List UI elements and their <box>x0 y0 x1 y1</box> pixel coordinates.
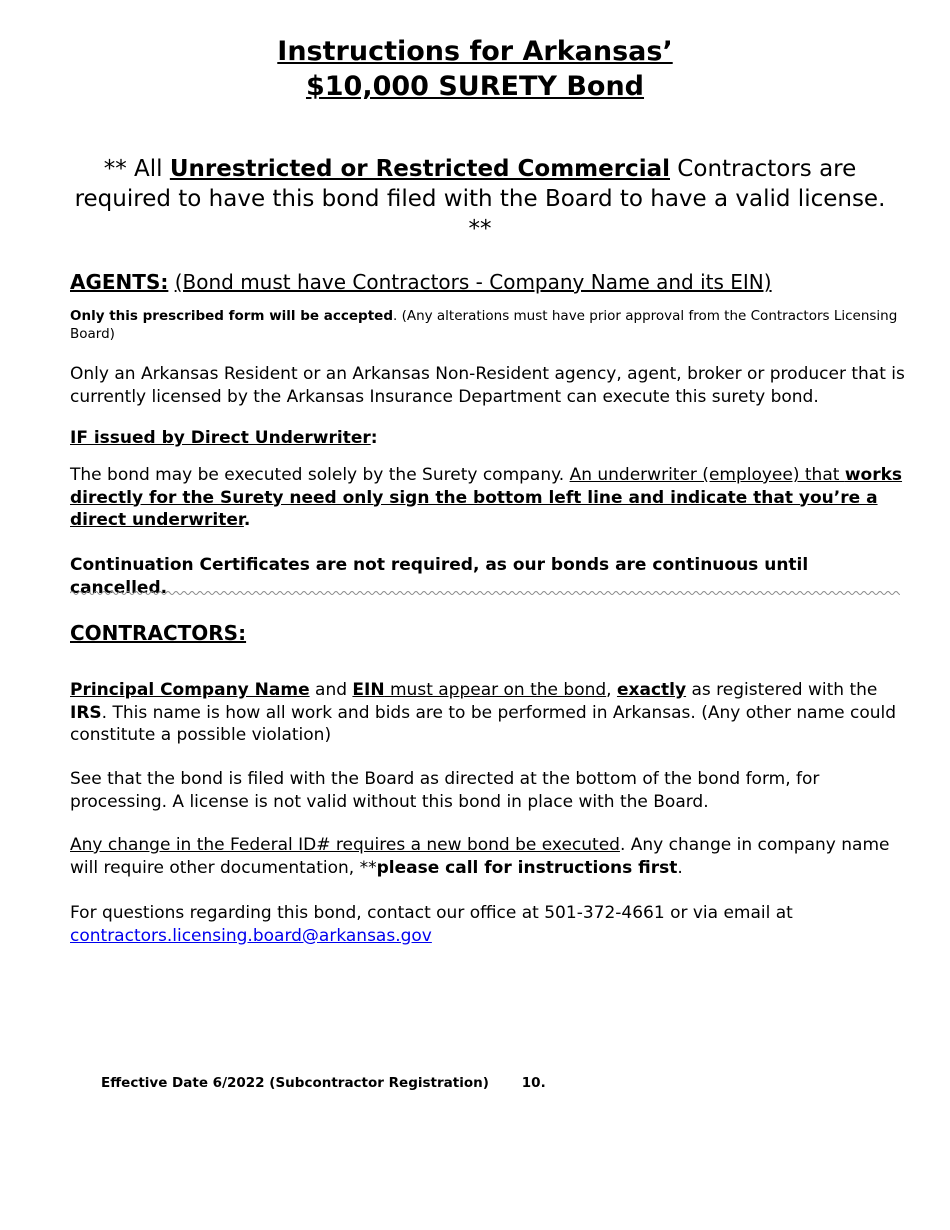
contractors-heading: CONTRACTORS: <box>70 621 247 645</box>
continuation-note: Continuation Certificates are not required, as our bonds are continuous until cancelled. <box>70 555 809 598</box>
page-number: 10. <box>521 1075 546 1091</box>
direct-underwriter-text: The bond may be executed solely by the Surety company. An underwriter (employee) that works directly for the Surety need only sign the bottom left line and indicate that you’re a direct underwriter. <box>70 465 903 530</box>
title-line-2: $10,000 SURETY Bond <box>305 71 645 102</box>
agents-heading: AGENTS: (Bond must have Contractors - Company Name and its EIN) <box>70 270 772 294</box>
wavy-divider <box>70 588 900 598</box>
intro-notice: ** All Unrestricted or Restricted Commercial Contractors are required to have this bond filed with the Board to have a valid license. ** <box>74 156 886 242</box>
footer: Effective Date 6/2022 (Subcontractor Registration) 10. <box>101 1075 546 1091</box>
resident-requirement: Only an Arkansas Resident or an Arkansas Non-Resident agency, agent, broker or producer that is currently licensed by the Arkansas Insurance Department can execute this surety bond. <box>70 364 905 407</box>
direct-underwriter-heading: IF issued by Direct Underwriter: <box>70 428 378 448</box>
filing-instruction: See that the bond is filed with the Board as directed at the bottom of the bond form, for processing. A license is not valid without this bond in place with the Board. <box>70 769 820 812</box>
title-line-1: Instructions for Arkansas’ <box>277 36 673 67</box>
prescribed-form-note: Only this prescribed form will be accepted. (Any alterations must have prior approval from the Contractors Licensing Board) <box>70 308 898 342</box>
federal-id-change-note: Any change in the Federal ID# requires a new bond be executed. Any change in company name will require other documentation, **please call for instructions first. <box>70 835 890 878</box>
company-name-requirement: Principal Company Name and EIN must appear on the bond, exactly as registered with the IRS. This name is how all work and bids are to be performed in Arkansas. (Any other name could constitute a possible violation) <box>70 680 897 745</box>
email-link[interactable]: contractors.licensing.board@arkansas.gov <box>70 925 432 946</box>
contact-info: For questions regarding this bond, contact our office at 501-372-4661 or via email at contractors.licensing.board@arkansas.gov <box>70 903 793 946</box>
